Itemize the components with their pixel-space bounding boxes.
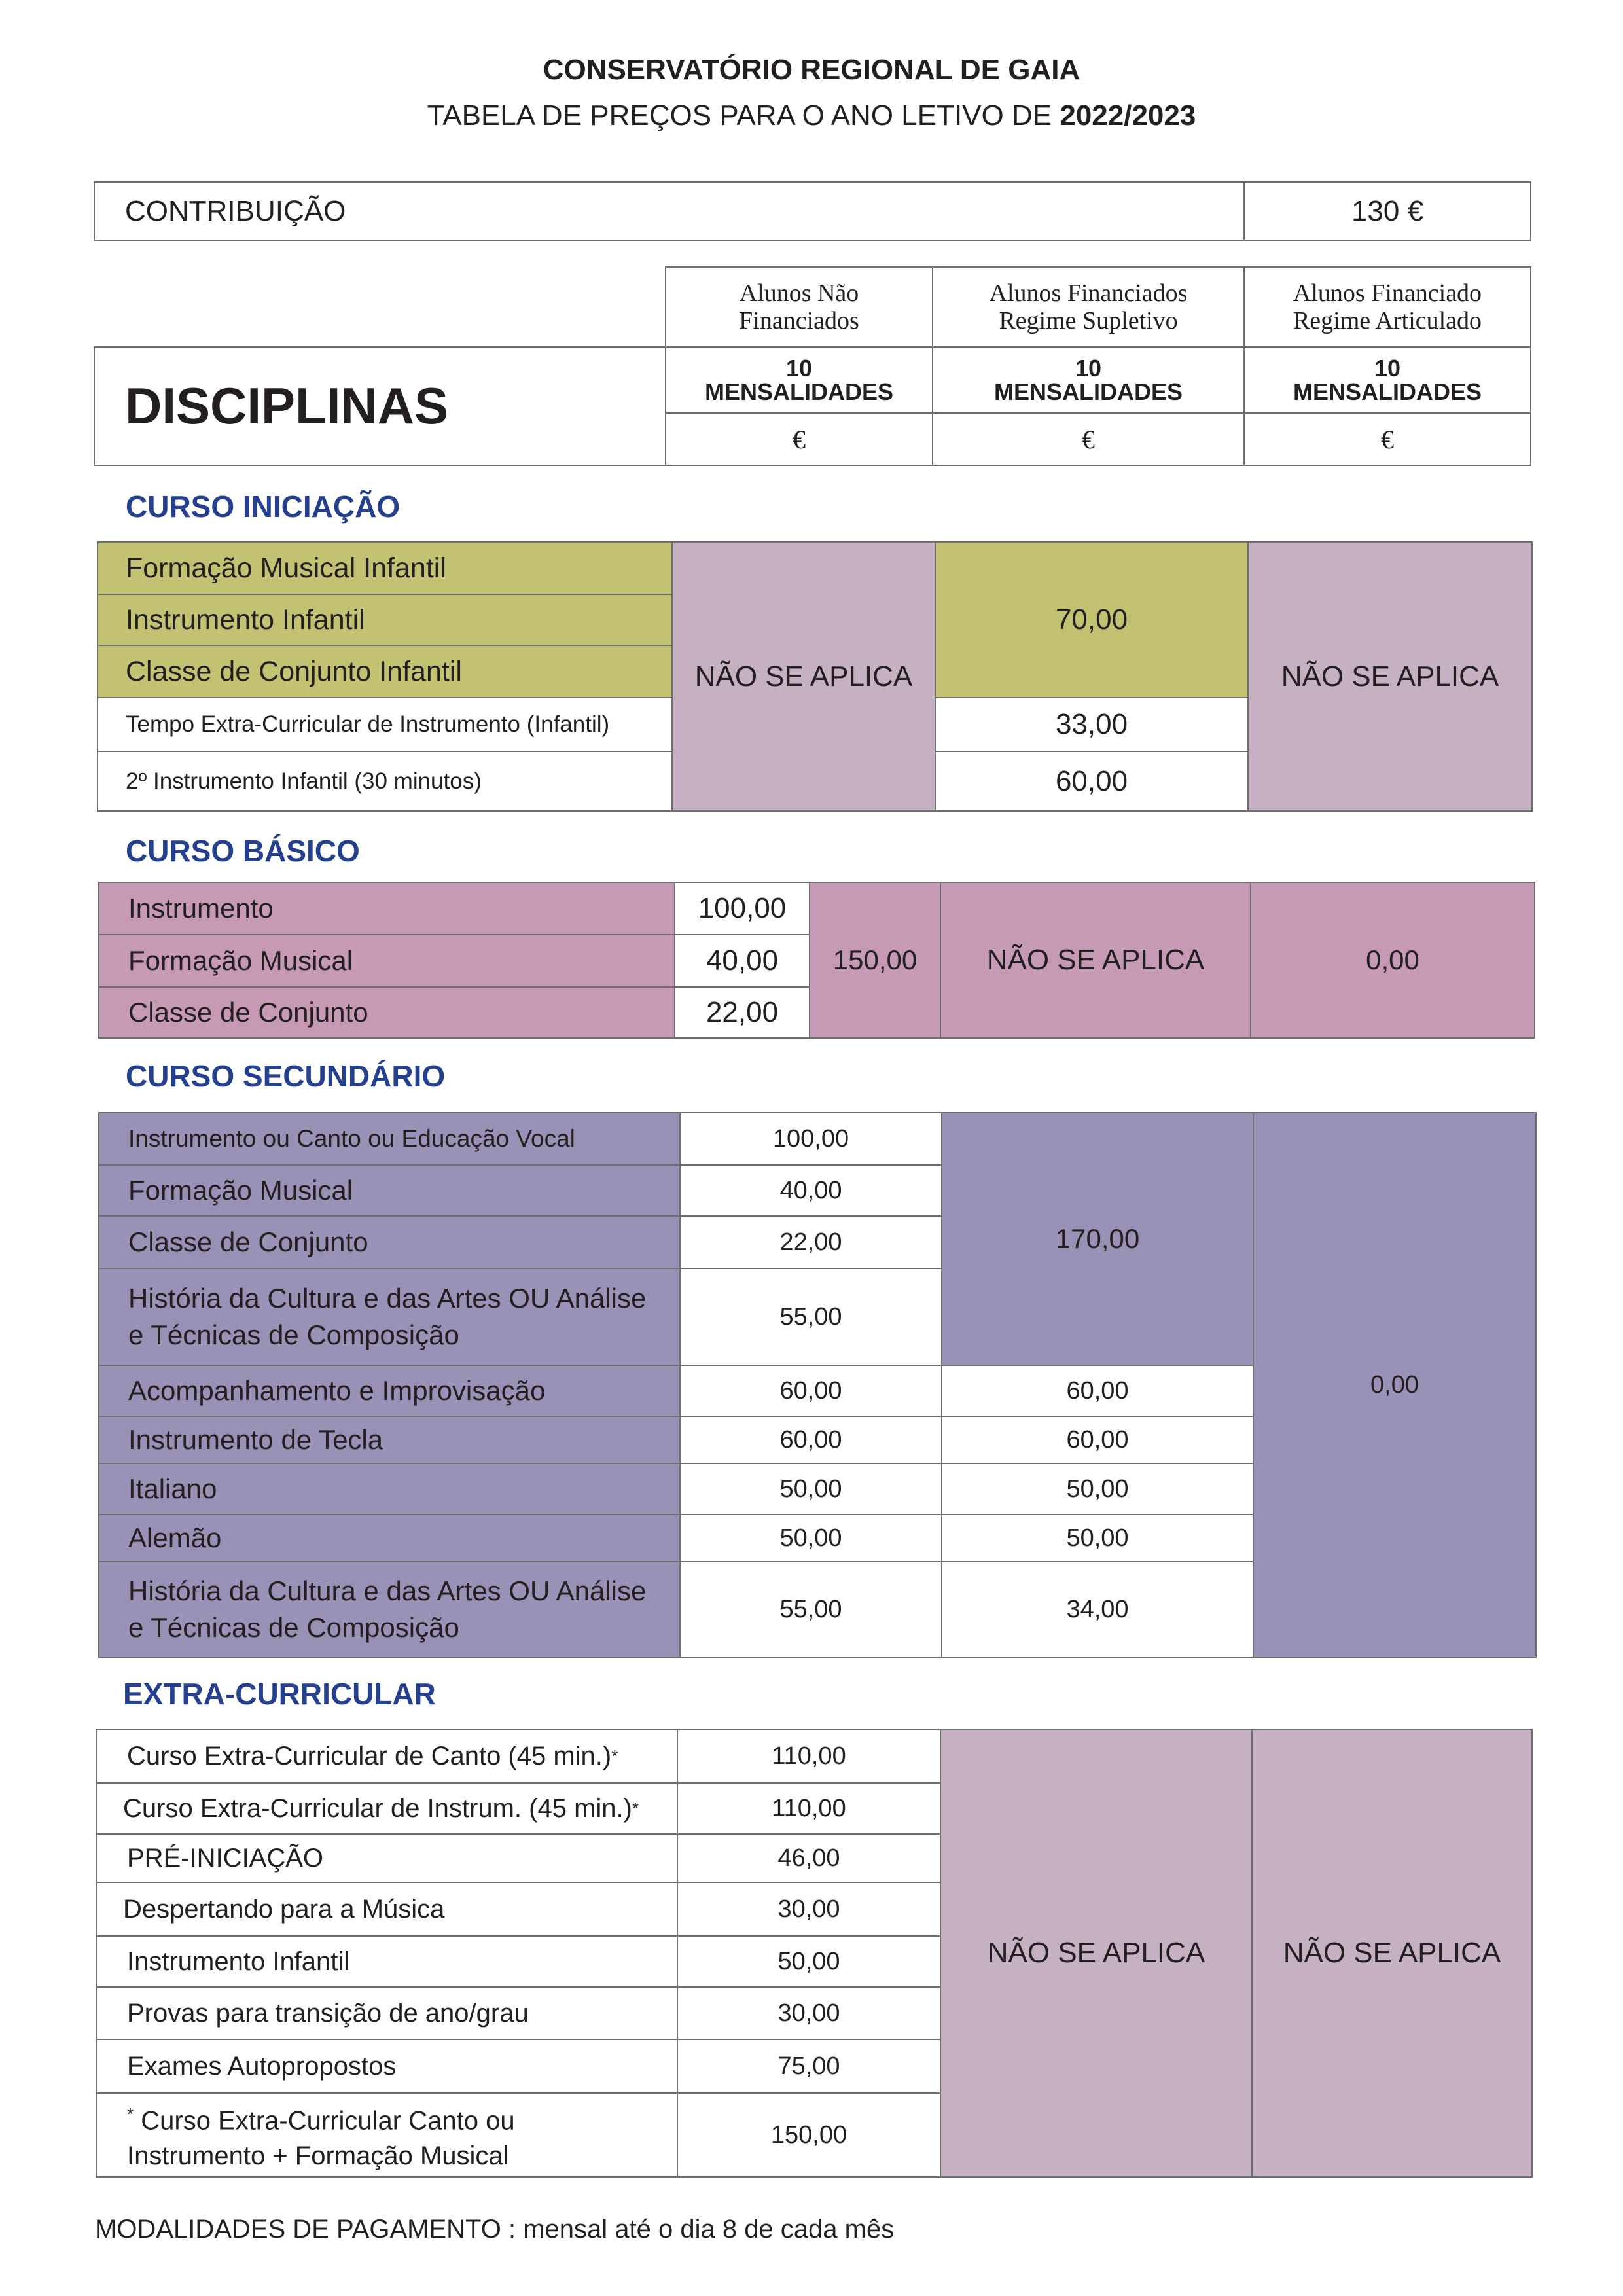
contribution-value: 130 € [1243, 181, 1531, 241]
basico-row-value: 100,00 [674, 882, 810, 935]
extra-row-value: 110,00 [677, 1782, 941, 1835]
iniciacao-col1-nao-aplica: NÃO SE APLICA [671, 541, 936, 812]
extra-row-value: 75,00 [677, 2039, 941, 2094]
page-title: CONSERVATÓRIO REGIONAL DE GAIA [543, 54, 1080, 86]
secundario-row-value: 55,00 [679, 1561, 942, 1658]
extra-row-value: 30,00 [677, 1986, 941, 2040]
asterisk-mark: * [632, 1798, 639, 1818]
basico-row-label: Formação Musical [98, 934, 675, 988]
col3-line2: Regime Articulado [1293, 307, 1482, 334]
iniciacao-row: Tempo Extra-Curricular de Instrumento (Infantil) [97, 697, 673, 752]
secundario-col2-value: 60,00 [941, 1416, 1254, 1464]
extra-row-label [96, 1729, 678, 1784]
secundario-row-label: Acompanhamento e Improvisação [98, 1365, 681, 1417]
label-line [127, 2096, 515, 2138]
secundario-row-value: 50,00 [679, 1514, 942, 1562]
label-line: e Técnicas de Composição [128, 1612, 459, 1643]
secundario-row-label: Instrumento de Tecla [98, 1416, 681, 1464]
iniciacao-col2-value: 33,00 [935, 697, 1249, 752]
secundario-row-label: Instrumento ou Canto ou Educação Vocal [98, 1112, 681, 1166]
section-title-basico: CURSO BÁSICO [126, 834, 360, 868]
label-text: Curso Extra-Curricular de Instrum. (45 min.) [123, 1793, 632, 1823]
iniciacao-row: Instrumento Infantil [97, 594, 673, 646]
extra-row-value: 150,00 [677, 2092, 941, 2178]
basico-row-value: 22,00 [674, 986, 810, 1039]
extra-row-label [96, 1782, 678, 1835]
basico-total: 150,00 [809, 882, 941, 1039]
section-title-iniciacao: CURSO INICIAÇÃO [126, 490, 401, 524]
mensalidades-col2 [932, 346, 1245, 414]
extra-row-label: PRÉ-INICIAÇÃO [96, 1833, 678, 1883]
section-title-secundario: CURSO SECUNDÁRIO [126, 1059, 446, 1093]
mensalidades-col1 [665, 346, 933, 414]
secundario-row-value: 100,00 [679, 1112, 942, 1166]
label-text: Curso Extra-Curricular Canto ou [141, 2106, 515, 2136]
extra-col2-nao-aplica: NÃO SE APLICA [940, 1729, 1253, 2178]
iniciacao-col2-value: 60,00 [935, 751, 1249, 812]
currency-col1: € [665, 412, 933, 466]
subtitle-prefix: TABELA DE PREÇOS PARA O ANO LETIVO DE [427, 99, 1052, 132]
secundario-col2-value: 50,00 [941, 1514, 1254, 1562]
iniciacao-row: 2º Instrumento Infantil (30 minutos) [97, 751, 673, 812]
label-line: e Técnicas de Composição [128, 1319, 459, 1350]
secundario-col2-total: 170,00 [941, 1112, 1254, 1366]
mens-label: MENSALIDADES [704, 378, 894, 405]
school-year: 2022/2023 [1060, 99, 1196, 132]
secundario-row-value: 60,00 [679, 1365, 942, 1417]
basico-col2-nao-aplica: NÃO SE APLICA [940, 882, 1251, 1039]
column-header-nao-financiados [665, 266, 933, 348]
secundario-row-value: 22,00 [679, 1215, 942, 1269]
extra-row-label: Instrumento Infantil [96, 1935, 678, 1988]
page-subtitle [0, 99, 1623, 132]
currency-col2: € [932, 412, 1245, 466]
label-line: História da Cultura e das Artes OU Análise [128, 1283, 647, 1314]
extra-row-label: Despertando para a Música [96, 1882, 678, 1937]
extra-row-label: Provas para transição de ano/grau [96, 1986, 678, 2040]
mens-num: 10 [785, 354, 813, 382]
basico-col3-value: 0,00 [1250, 882, 1535, 1039]
asterisk-mark: * [611, 1746, 618, 1766]
col2-line2: Regime Supletivo [999, 307, 1178, 334]
secundario-row-value: 40,00 [679, 1164, 942, 1217]
secundario-col2-value: 50,00 [941, 1463, 1254, 1515]
secundario-col2-value: 60,00 [941, 1365, 1254, 1417]
extra-row-label: Exames Autopropostos [96, 2039, 678, 2094]
iniciacao-col3-nao-aplica: NÃO SE APLICA [1247, 541, 1533, 812]
secundario-row-label: Classe de Conjunto [98, 1215, 681, 1269]
mens-num: 10 [1075, 354, 1102, 382]
extra-col3-nao-aplica: NÃO SE APLICA [1251, 1729, 1533, 2178]
mensalidades-col3 [1243, 346, 1531, 414]
basico-row-label: Instrumento [98, 882, 675, 935]
mens-label: MENSALIDADES [1293, 378, 1482, 405]
section-title-extra: EXTRA-CURRICULAR [123, 1677, 436, 1711]
secundario-row-label: Alemão [98, 1514, 681, 1562]
extra-row-value: 110,00 [677, 1729, 941, 1784]
secundario-row-label: Formação Musical [98, 1164, 681, 1217]
extra-row-value: 30,00 [677, 1882, 941, 1937]
label-line: Instrumento + Formação Musical [127, 2142, 509, 2171]
secundario-col3-value: 0,00 [1253, 1112, 1537, 1658]
col1-line1: Alunos Não [739, 279, 859, 307]
basico-row-value: 40,00 [674, 934, 810, 988]
iniciacao-col2-value: 70,00 [935, 541, 1249, 698]
contribution-label: CONTRIBUIÇÃO [94, 181, 1245, 241]
secundario-row-label: Italiano [98, 1463, 681, 1515]
col3-line1: Alunos Financiado [1293, 279, 1482, 307]
secundario-row-value: 60,00 [679, 1416, 942, 1464]
column-header-supletivo [932, 266, 1245, 348]
label-line: História da Cultura e das Artes OU Análise [128, 1575, 647, 1606]
column-header-articulado [1243, 266, 1531, 348]
asterisk-mark: * [127, 2104, 134, 2124]
secundario-row-value: 50,00 [679, 1463, 942, 1515]
extra-row-value: 46,00 [677, 1833, 941, 1883]
disciplinas-header: DISCIPLINAS [94, 346, 666, 466]
secundario-row-value: 55,00 [679, 1268, 942, 1366]
extra-row-label [96, 2092, 678, 2178]
mens-num: 10 [1374, 354, 1401, 382]
iniciacao-row: Formação Musical Infantil [97, 541, 673, 595]
iniciacao-row: Classe de Conjunto Infantil [97, 645, 673, 698]
secundario-col2-value: 34,00 [941, 1561, 1254, 1658]
extra-row-value: 50,00 [677, 1935, 941, 1988]
col1-line2: Financiados [739, 307, 859, 334]
secundario-row-label [98, 1561, 681, 1658]
col2-line1: Alunos Financiados [989, 279, 1188, 307]
mens-label: MENSALIDADES [993, 378, 1183, 405]
currency-col3: € [1243, 412, 1531, 466]
payment-note: MODALIDADES DE PAGAMENTO : mensal até o dia 8 de cada mês [95, 2215, 895, 2244]
basico-row-label: Classe de Conjunto [98, 986, 675, 1039]
secundario-row-label [98, 1268, 681, 1366]
label-text: Curso Extra-Curricular de Canto (45 min.) [127, 1741, 612, 1770]
